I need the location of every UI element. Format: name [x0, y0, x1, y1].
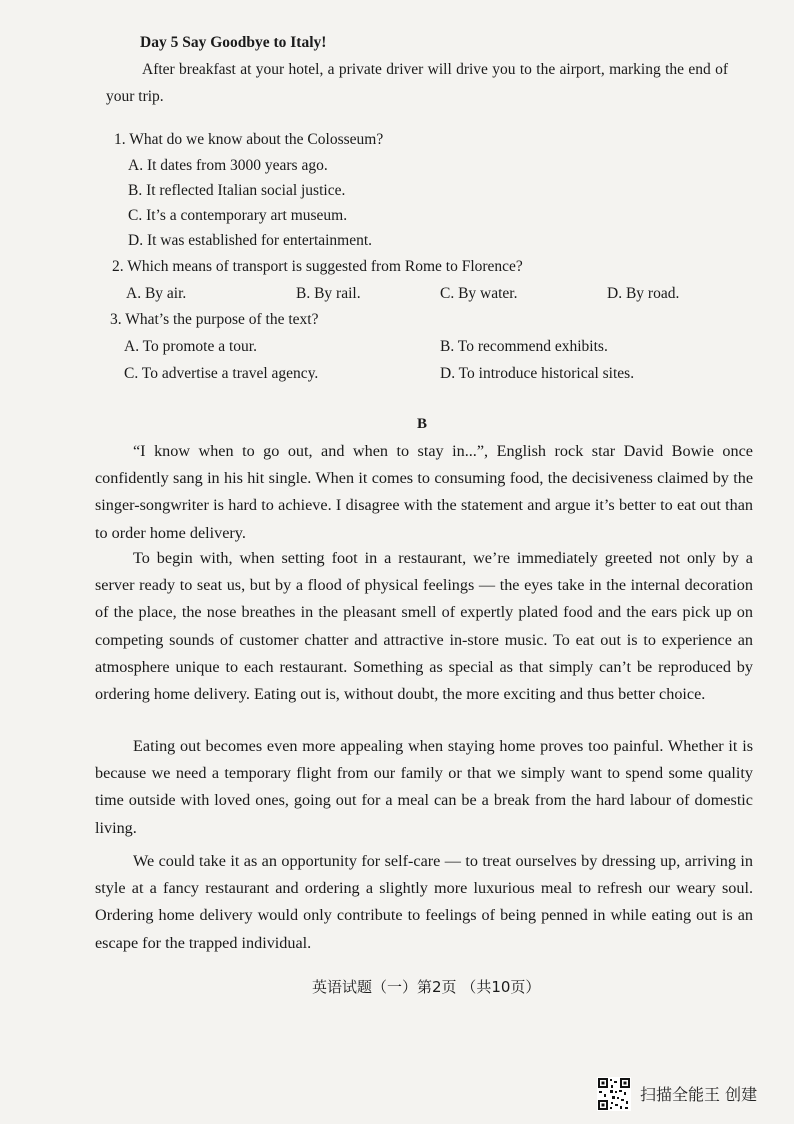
- section-b-label: B: [417, 416, 428, 432]
- question-2-option-b: B. By rail.: [296, 285, 361, 302]
- question-2-option-a: A. By air.: [126, 285, 187, 302]
- question-1-option-d: D. It was established for entertainment.: [128, 232, 373, 249]
- question-1-option-b: B. It reflected Italian social justice.: [128, 182, 346, 199]
- scanner-watermark: 扫描全能王 创建: [640, 1085, 758, 1104]
- question-2-option-c: C. By water.: [440, 285, 518, 302]
- passage-paragraph-3: Eating out becomes even more appealing when staying home proves too painful. Whether it is because we need a temporary flight from our family or that we simply want to spend some quality time outside with loved ones, going out for a meal can be a break from the hard labour of domestic living.: [95, 737, 753, 837]
- question-3-option-a: A. To promote a tour.: [124, 338, 257, 355]
- passage-paragraph-1: “I know when to go out, and when to stay in...”, English rock star David Bowie once confidently sang in his hit single. When it comes to consuming food, the decisiveness claimed by the singer-songwriter is hard to achieve. I disagree with the statement and argue it’s better to eat out than to order home delivery.: [95, 442, 753, 542]
- question-3-option-b: B. To recommend exhibits.: [440, 338, 608, 355]
- question-2-stem: 2. Which means of transport is suggested from Rome to Florence?: [112, 258, 523, 275]
- question-1-option-c: C. It’s a contemporary art museum.: [128, 207, 348, 224]
- question-3-stem: 3. What’s the purpose of the text?: [110, 311, 319, 328]
- day5-text: After breakfast at your hotel, a private driver will drive you to the airport, marking the end of your trip.: [106, 61, 728, 105]
- page-footer: 英语试题（一）第2页 （共10页）: [312, 978, 541, 996]
- question-1-option-a: A. It dates from 3000 years ago.: [128, 157, 328, 174]
- day5-title: Day 5 Say Goodbye to Italy!: [140, 34, 327, 51]
- question-2-option-d: D. By road.: [607, 285, 680, 302]
- question-3-option-c: C. To advertise a travel agency.: [124, 365, 319, 382]
- question-3-option-d: D. To introduce historical sites.: [440, 365, 635, 382]
- qr-code-icon: [597, 1077, 631, 1111]
- passage-paragraph-4: We could take it as an opportunity for self-care — to treat ourselves by dressing up, arriving in style at a fancy restaurant and ordering a slightly more luxurious meal to refresh our weary soul. Ordering home delivery would only contribute to feelings of being penned in while eating out is an escape for the trapped individual.: [95, 852, 753, 952]
- passage-paragraph-2: To begin with, when setting foot in a restaurant, we’re immediately greeted not only by a server ready to seat us, but by a flood of physical feelings — the eyes take in the internal decoration of the place, the nose breathes in the pleasant smell of expertly plated food and the ears pick up on competing sounds of customer chatter and attractive in-store music. To eat out is to experience an atmosphere unique to each restaurant. Something as special as that simply can’t be reproduced by ordering home delivery. Eating out is, without doubt, the more exciting and thus better choice.: [95, 549, 753, 704]
- question-1-stem: 1. What do we know about the Colosseum?: [114, 131, 384, 148]
